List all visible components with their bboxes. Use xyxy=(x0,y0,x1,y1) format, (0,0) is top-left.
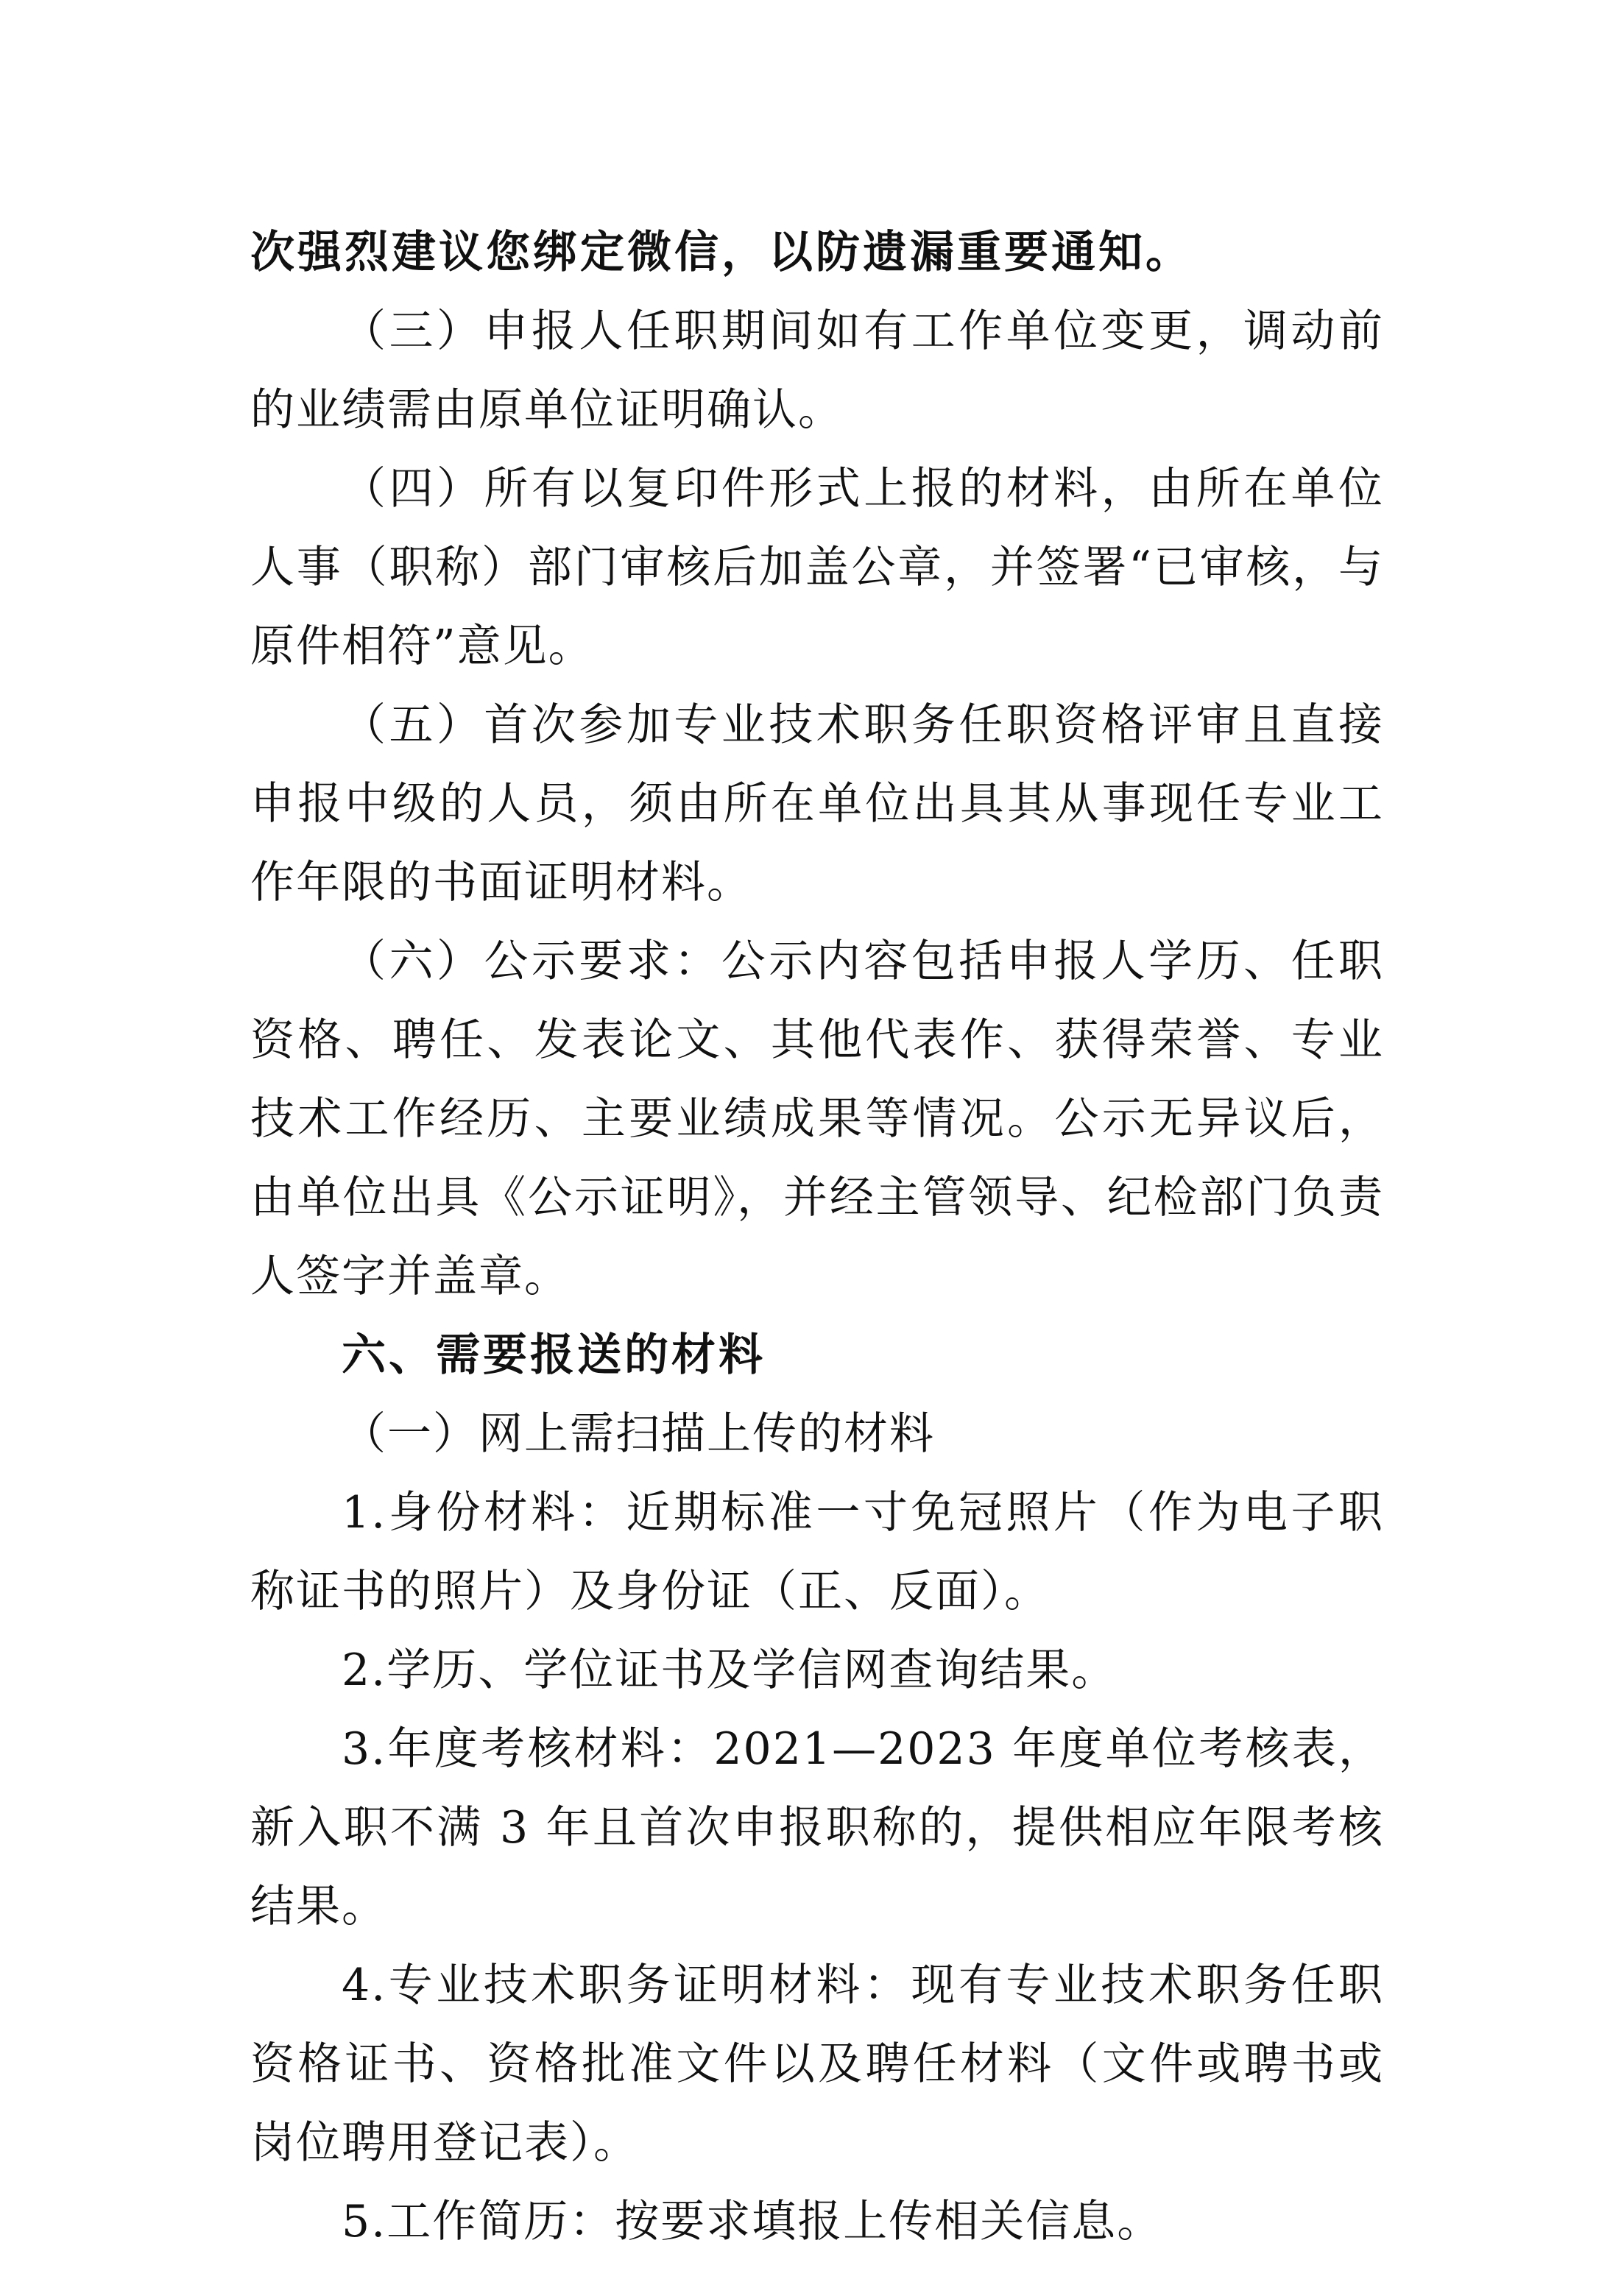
paragraph-item-6: （六）公示要求：公示内容包括申报人学历、任职资格、聘任、发表论文、其他代表作、获得荣誉、专业技术工作经历、主要业绩成果等情况。公示无异议后，由单位出具《公示证明》，并经主管领导、纪检部门负责人签字并盖章。 xyxy=(250,936,1384,1302)
document-body xyxy=(250,213,1384,2261)
list-item-work-resume: 5.工作简历：按要求填报上传相关信息。 xyxy=(342,2196,1163,2247)
paragraph-item-4: （四）所有以复印件形式上报的材料，由所在单位人事（职称）部门审核后加盖公章，并签署“已审核，与原件相符”意见。 xyxy=(250,463,1384,672)
list-item-professional-title-proof: 4.专业技术职务证明材料：现有专业技术职务任职资格证书、资格批准文件以及聘任材料（文件或聘书或岗位聘用登记表）。 xyxy=(250,1960,1384,2169)
paragraph-item-5: （五）首次参加专业技术职务任职资格评审且直接申报中级的人员，须由所在单位出具其从事现任专业工作年限的书面证明材料。 xyxy=(250,699,1384,908)
list-item-education: 2.学历、学位证书及学信网查询结果。 xyxy=(342,1645,1118,1696)
paragraph-item-3: （三）申报人任职期间如有工作单位变更，调动前的业绩需由原单位证明确认。 xyxy=(250,305,1384,436)
section-heading-materials: 六、需要报送的材料 xyxy=(342,1329,766,1381)
paragraph-wechat-note: 次强烈建议您绑定微信，以防遗漏重要通知。 xyxy=(250,227,1193,278)
list-item-identity-materials: 1.身份材料：近期标准一寸免冠照片（作为电子职称证书的照片）及身份证（正、反面）。 xyxy=(250,1487,1384,1617)
subsection-heading-online-materials: （一）网上需扫描上传的材料 xyxy=(342,1408,935,1460)
list-item-annual-assessment: 3.年度考核材料：2021—2023 年度单位考核表，新入职不满 3 年且首次申报职称的，提供相应年限考核结果。 xyxy=(250,1723,1384,1932)
